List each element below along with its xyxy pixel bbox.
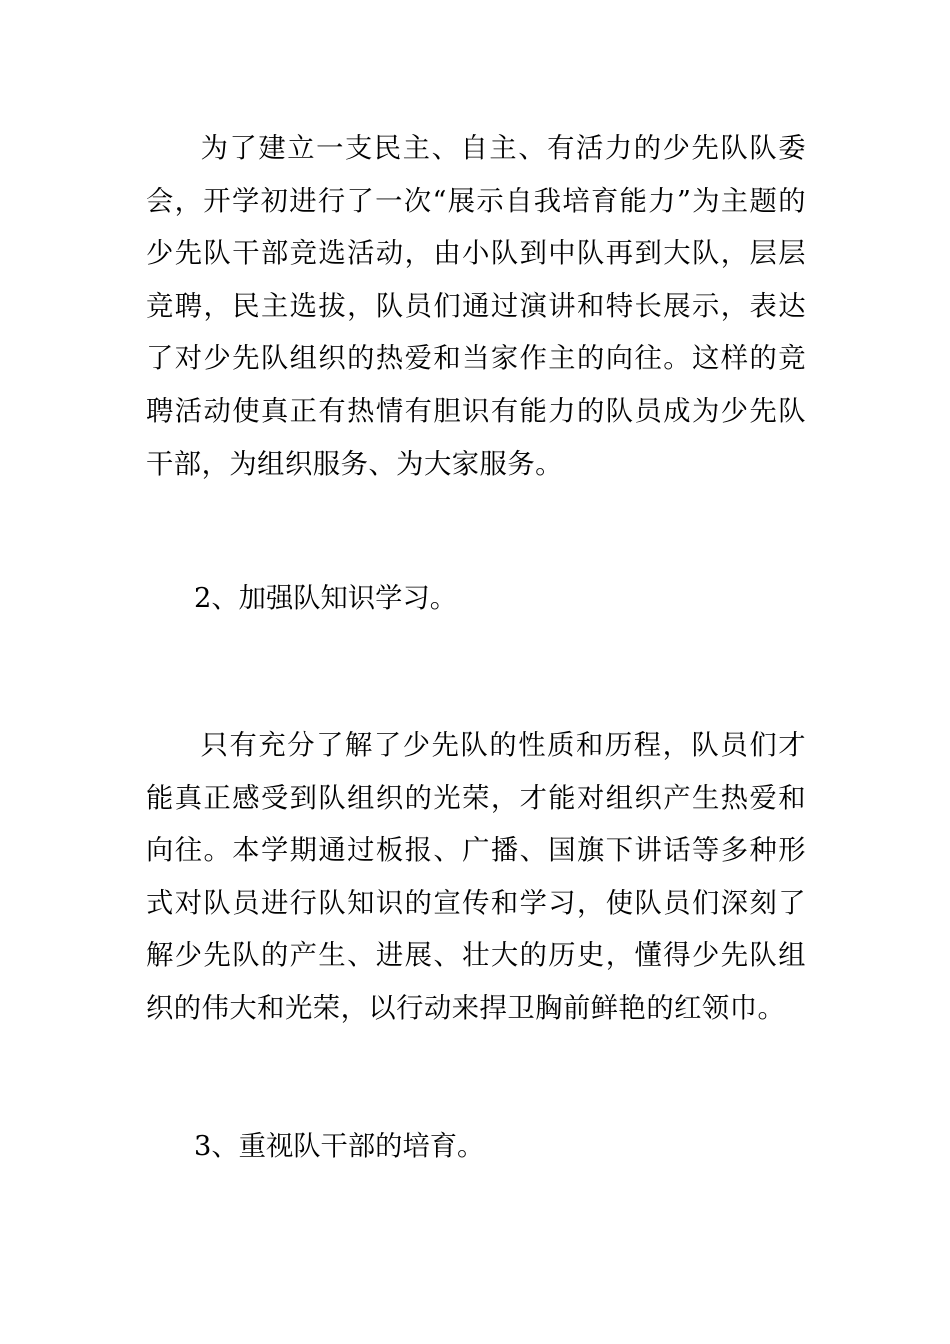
section-heading: 2、加强队知识学习。 <box>194 583 458 614</box>
body-paragraph: 为了建立一支民主、自主、有活力的少先队队委会，开学初进行了一次“展示自我培育能力”为主题的少先队干部竞选活动，由小队到中队再到大队，层层竞聘，民主选拔，队员们通过演讲和特长展示，表达了对少先队组织的热爱和当家作主的向往。这样的竞聘活动使真正有热情有胆识有能力的队员成为少先队干部，为组织服务、为大家服务。 <box>146 133 806 480</box>
body-paragraph: 只有充分了解了少先队的性质和历程，队员们才能真正感受到队组织的光荣，才能对组织产生热爱和向往。本学期通过板报、广播、国旗下讲话等多种形式对队员进行队知识的宣传和学习，使队员们深刻了解少先队的产生、进展、壮大的历史，懂得少先队组织的伟大和光荣，以行动来捍卫胸前鲜艳的红领巾。 <box>146 730 806 1024</box>
section-heading: 3、重视队干部的培育。 <box>194 1131 485 1162</box>
